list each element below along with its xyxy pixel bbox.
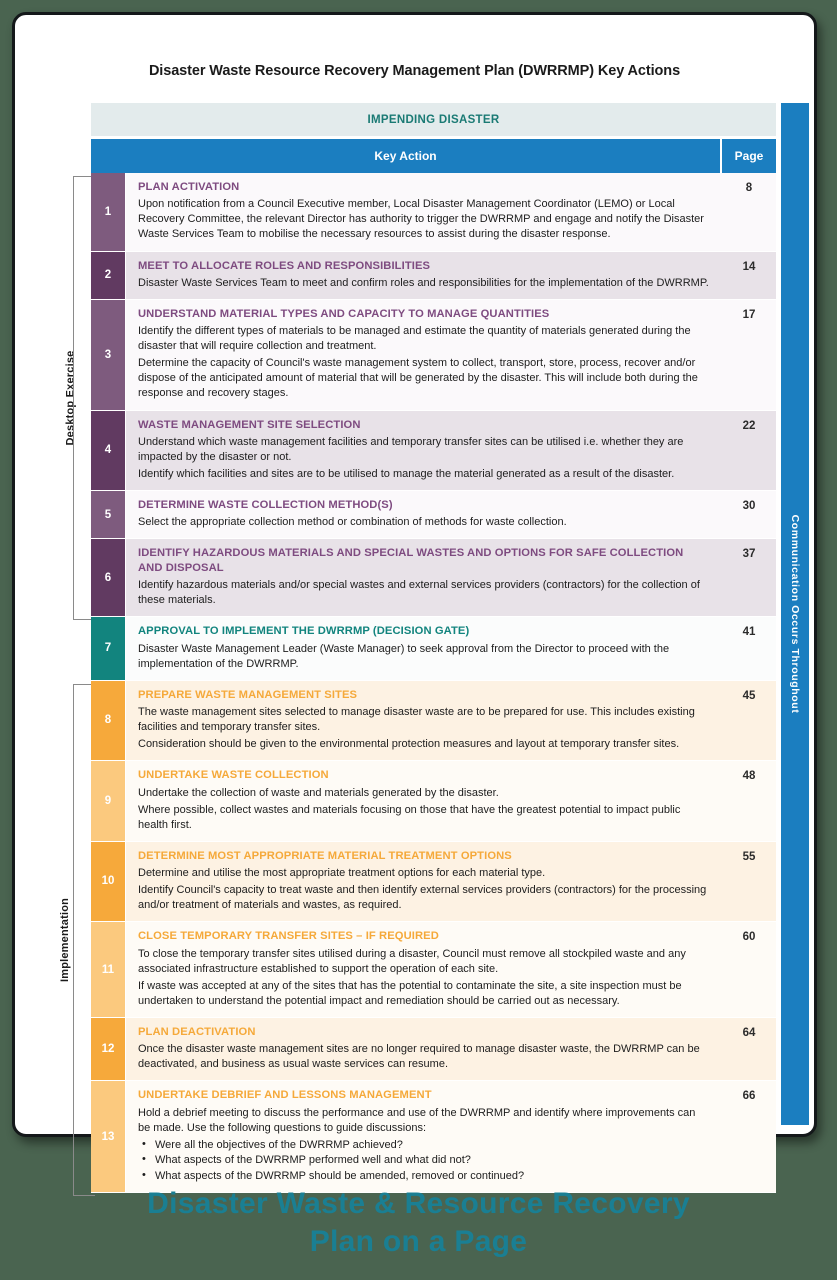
key-action-cell — [125, 617, 720, 679]
table-row — [91, 761, 776, 842]
row-number-badge: 12 — [91, 1018, 125, 1080]
page-title: Disaster Waste Resource Recovery Management Plan (DWRRMP) Key Actions — [148, 63, 681, 79]
page-number-cell: 17 — [722, 300, 776, 410]
table-body — [91, 173, 776, 1193]
row-number-badge: 10 — [91, 842, 125, 922]
key-action-paragraph: Identify hazardous materials and/or special wastes and external services providers (contractors) for the collection of these materials. — [138, 579, 700, 607]
row-number-badge: 8 — [91, 681, 125, 761]
table-row — [91, 842, 776, 923]
key-action-paragraph: Upon notification from a Council Executive member, Local Disaster Management Coordinator (LEMO) or Local Recovery Committee, the relevant Director has authority to trigger the DWRRMP and engage and notify the Disaster Waste Services Team to mobilise the necessary resources to assist during the disaster response. — [138, 198, 704, 241]
document-card — [12, 12, 817, 1182]
key-action-paragraph: To close the temporary transfer sites utilised during a disaster, Council must remove all stockpiled waste and any associated infrastructure established to support the operation of each site. — [138, 947, 686, 975]
key-action-bullet: • Were all the objectives of the DWRRMP achieved? — [138, 1138, 710, 1153]
key-action-paragraph: Select the appropriate collection method or combination of methods for waste collection. — [138, 516, 567, 529]
key-action-heading: MEET TO ALLOCATE ROLES AND RESPONSIBILITIES — [138, 259, 431, 272]
key-action-bullet: • What aspects of the DWRRMP performed well and what did not? — [138, 1153, 710, 1168]
key-action-paragraph: The waste management sites selected to manage disaster waste are to be prepared for use. This includes existing facilities and temporary transfer sites. — [138, 706, 695, 734]
key-action-paragraph: If waste was accepted at any of the sites that has the potential to contaminate the site, a site inspection must be undertaken to understand the potential impact and remediation should be carried out as necessary. — [138, 979, 682, 1007]
key-action-heading: PLAN ACTIVATION — [138, 181, 240, 193]
footer-title — [0, 1185, 837, 1262]
key-action-heading: UNDERTAKE DEBRIEF AND LESSONS MANAGEMENT — [138, 1089, 432, 1102]
page-number-cell: 66 — [722, 1081, 776, 1192]
page-number-cell: 45 — [722, 681, 776, 761]
communication-bar — [781, 103, 809, 1125]
key-action-cell — [125, 539, 720, 616]
row-number-badge: 7 — [91, 617, 125, 679]
key-action-cell — [125, 922, 720, 1017]
key-action-paragraph: Identify which facilities and sites are to be utilised to manage the material generated as a result of the disaster. — [138, 468, 675, 480]
phase-label-desktop-exercise: Desktop Exercise — [64, 350, 77, 446]
row-number-badge: 13 — [91, 1081, 125, 1192]
page-number-cell: 41 — [722, 617, 776, 679]
page-number-cell: 37 — [722, 539, 776, 616]
table-row — [91, 1018, 776, 1081]
key-action-paragraph: Identify Council's capacity to treat waste and then identify external services providers (contractors) for the processing and/or treatment of materials and wastes, as required. — [138, 884, 707, 912]
column-header-key-action: Key Action — [91, 139, 720, 173]
key-action-heading: APPROVAL TO IMPLEMENT THE DWRRMP (DECISION GATE) — [138, 625, 470, 638]
key-action-cell — [125, 173, 720, 251]
row-number-badge: 3 — [91, 300, 125, 410]
communication-bar-label: Communication Occurs Throughout — [789, 514, 801, 714]
key-action-cell — [125, 252, 720, 299]
key-action-paragraph: Understand which waste management facilities and temporary transfer sites can be utilised i.e. whether they are impacted by the disaster or not. — [138, 435, 684, 463]
key-action-heading: DETERMINE MOST APPROPRIATE MATERIAL TREATMENT OPTIONS — [138, 849, 512, 862]
page-number-cell: 8 — [722, 173, 776, 251]
page-number-cell: 14 — [722, 252, 776, 299]
impending-disaster-band: IMPENDING DISASTER — [91, 103, 776, 136]
key-action-paragraph: Undertake the collection of waste and materials generated by the disaster. — [138, 786, 499, 799]
key-action-heading: CLOSE TEMPORARY TRANSFER SITES – IF REQUIRED — [138, 930, 439, 943]
key-action-heading: IDENTIFY HAZARDOUS MATERIALS AND SPECIAL WASTES AND OPTIONS FOR SAFE COLLECTION AND DISPOSAL — [138, 547, 684, 574]
key-action-paragraph: Disaster Waste Services Team to meet and confirm roles and responsibilities for the implementation of the DWRRMP. — [138, 276, 709, 289]
key-action-paragraph: Consideration should be given to the environmental protection measures and layout at temporary transfer sites. — [138, 738, 680, 751]
key-action-paragraph: Hold a debrief meeting to discuss the performance and use of the DWRRMP and identify where improvements can be made. Use the following questions to guide discussions: — [138, 1106, 696, 1134]
key-action-paragraph: Once the disaster waste management sites are no longer required to manage disaster waste, the DWRRMP can be deactivated, and business as usual waste services can resume. — [138, 1043, 700, 1071]
phase-label-implementation: Implementation — [59, 897, 72, 982]
footer-line-1: Disaster Waste & Resource Recovery — [147, 1187, 690, 1220]
table-row — [91, 173, 776, 252]
key-action-cell — [125, 1081, 720, 1192]
key-action-heading: PLAN DEACTIVATION — [138, 1025, 256, 1038]
key-actions-table — [91, 103, 776, 1193]
page-number-cell: 60 — [722, 922, 776, 1017]
table-row — [91, 491, 776, 539]
key-action-cell — [125, 300, 720, 410]
row-number-badge: 9 — [91, 761, 125, 841]
key-action-heading: WASTE MANAGEMENT SITE SELECTION — [138, 418, 361, 431]
row-number-badge: 4 — [91, 411, 125, 491]
key-action-paragraph: Disaster Waste Management Leader (Waste Manager) to seek approval from the Director to proceed with the implementation of the DWRRMP. — [138, 642, 670, 670]
table-row — [91, 300, 776, 411]
table-header-row — [91, 139, 776, 173]
key-action-paragraph: Identify the different types of materials to be managed and estimate the quantity of materials generated during the disaster that will require collection and treatment. — [138, 325, 691, 353]
table-row — [91, 681, 776, 762]
row-number-badge: 5 — [91, 491, 125, 538]
row-number-badge: 1 — [91, 173, 125, 251]
table-row — [91, 617, 776, 680]
footer-line-2: Plan on a Page — [309, 1225, 528, 1259]
key-action-paragraph: Determine the capacity of Council's waste management system to collect, transport, store, process, recover and/or dispose of the anticipated amount of material that will be generated by the disaster. This will include both during the response and recovery stages. — [138, 357, 698, 400]
key-action-cell — [125, 681, 720, 761]
key-action-heading: PREPARE WASTE MANAGEMENT SITES — [138, 688, 358, 701]
key-action-heading: UNDERTAKE WASTE COLLECTION — [138, 769, 329, 782]
row-number-badge: 11 — [91, 922, 125, 1017]
table-row — [91, 252, 776, 300]
column-header-page: Page — [722, 139, 776, 173]
page-number-cell: 55 — [722, 842, 776, 922]
key-action-paragraph: Where possible, collect wastes and materials focusing on those that have the greatest potential to impact public health first. — [138, 803, 681, 831]
key-action-cell — [125, 842, 720, 922]
page-number-cell: 22 — [722, 411, 776, 491]
phase-group-implementation — [43, 684, 95, 1196]
key-action-cell — [125, 491, 720, 538]
key-action-cell — [125, 411, 720, 491]
key-action-bullet: • What aspects of the DWRRMP should be amended, removed or continued? — [138, 1169, 710, 1184]
page-number-cell: 48 — [722, 761, 776, 841]
phase-group-desktop-exercise — [43, 176, 95, 620]
row-number-badge: 2 — [91, 252, 125, 299]
table-row — [91, 1081, 776, 1193]
table-row — [91, 539, 776, 617]
key-action-heading: UNDERSTAND MATERIAL TYPES AND CAPACITY TO MANAGE QUANTITIES — [138, 307, 550, 320]
page-number-cell: 30 — [722, 491, 776, 538]
key-action-heading: DETERMINE WASTE COLLECTION METHOD(S) — [138, 499, 393, 512]
key-action-cell — [125, 761, 720, 841]
page-number-cell: 64 — [722, 1018, 776, 1080]
key-action-cell — [125, 1018, 720, 1080]
table-row — [91, 411, 776, 492]
table-row — [91, 922, 776, 1018]
key-action-paragraph: Determine and utilise the most appropriate treatment options for each material type. — [138, 867, 546, 880]
row-number-badge: 6 — [91, 539, 125, 616]
